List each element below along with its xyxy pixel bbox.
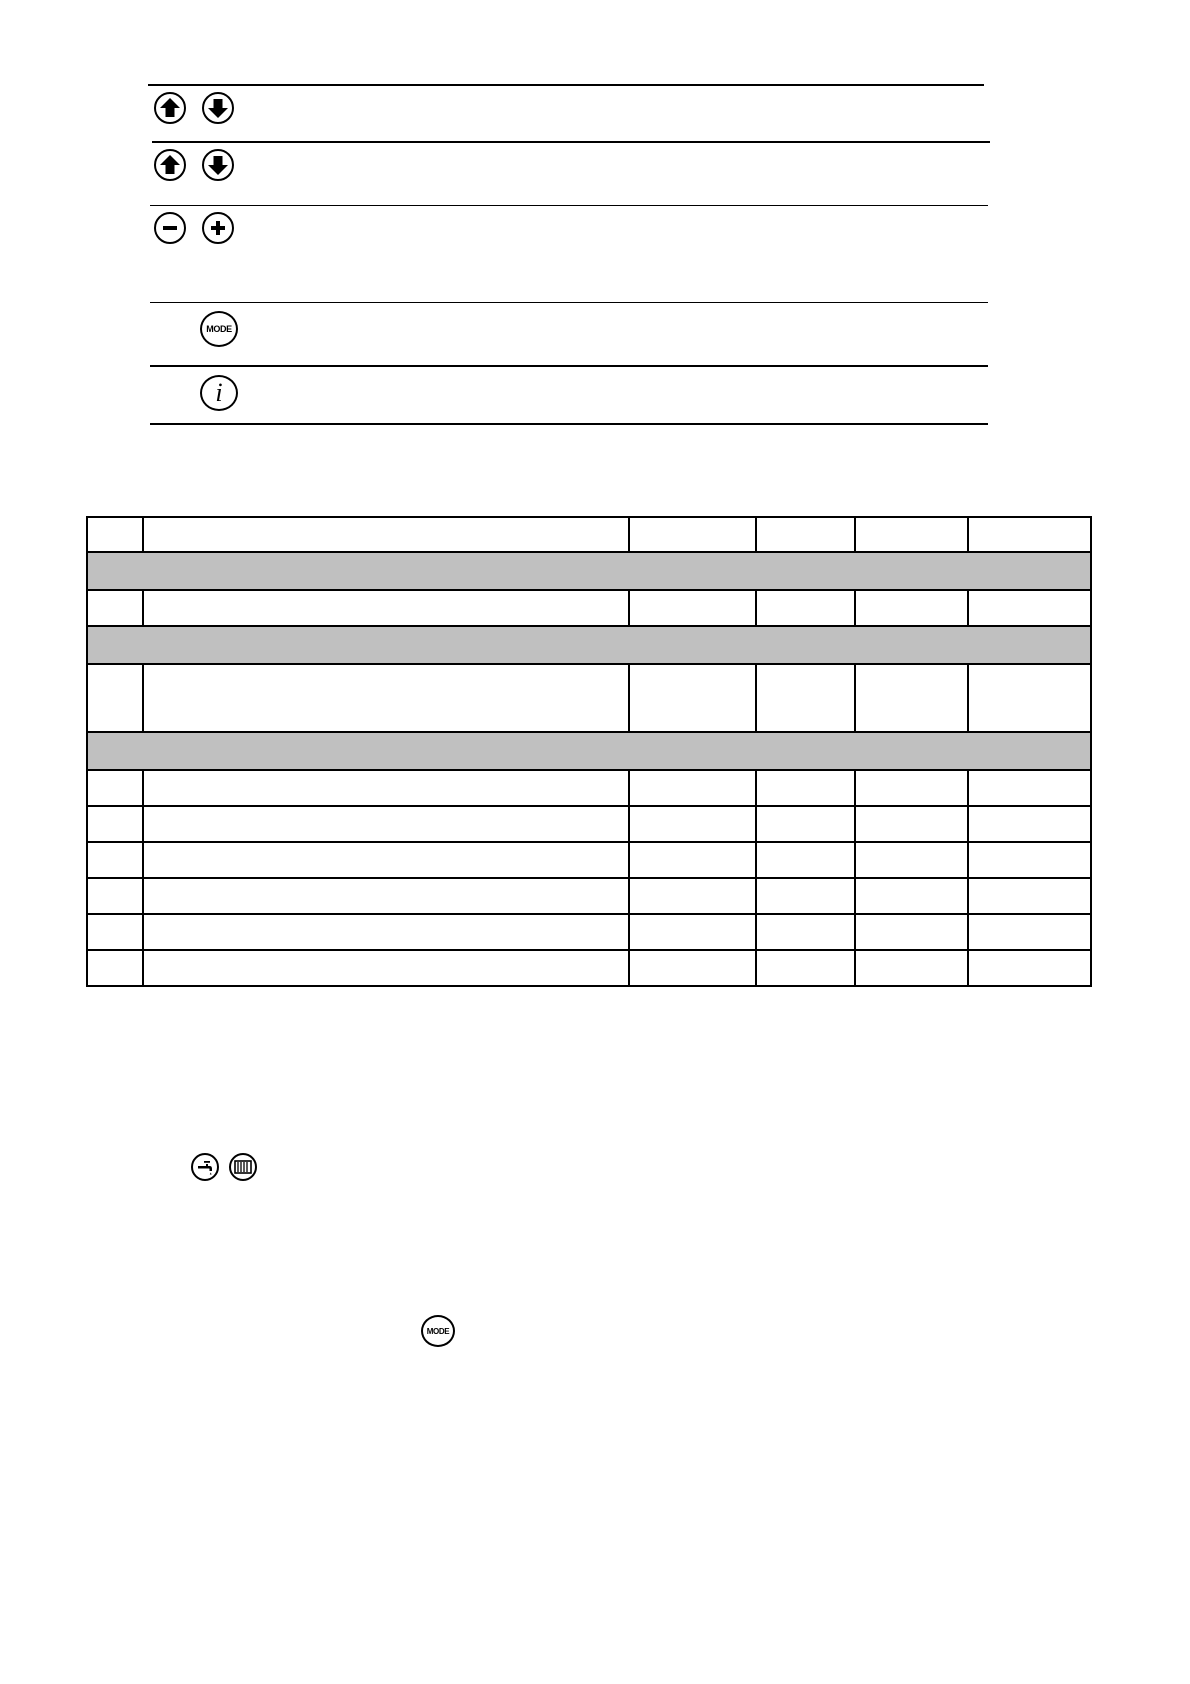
key-row-info: [150, 365, 988, 425]
table-cell: [629, 842, 756, 878]
table-cell: [855, 664, 968, 732]
table-section-row: [87, 626, 1091, 664]
faucet-icon: [191, 1153, 219, 1181]
table-row: [87, 842, 1091, 878]
table-cell: [756, 878, 855, 914]
arrow-up-icon: [154, 92, 186, 124]
table-row: [87, 914, 1091, 950]
arrow-up-icon: [154, 149, 186, 181]
table-cell: [855, 770, 968, 806]
table-row: [87, 878, 1091, 914]
table-cell: [968, 770, 1091, 806]
minus-icon: [154, 212, 186, 244]
table-cell: [968, 914, 1091, 950]
table-cell: [143, 664, 629, 732]
table-section-row: [87, 732, 1091, 770]
plus-icon: [202, 212, 234, 244]
table-cell: [629, 590, 756, 626]
table-cell: [629, 806, 756, 842]
table-header-cell: [87, 517, 143, 552]
table-cell: [756, 806, 855, 842]
table-header-cell: [143, 517, 629, 552]
table-cell: [756, 590, 855, 626]
table-cell: [756, 664, 855, 732]
table-cell: [143, 806, 629, 842]
table-cell: [143, 770, 629, 806]
table-cell: [629, 770, 756, 806]
arrow-down-icon: [202, 92, 234, 124]
key-row-up-down-2: [152, 141, 990, 207]
table-cell: [87, 878, 143, 914]
table-cell: [855, 590, 968, 626]
mode-label: MODE: [206, 324, 232, 334]
table-cell: [855, 878, 968, 914]
table-section-row: [87, 552, 1091, 590]
table-cell: [87, 590, 143, 626]
info-icon: [200, 375, 238, 411]
table-cell: [143, 878, 629, 914]
table-cell: [629, 914, 756, 950]
table-cell: [143, 950, 629, 986]
table-cell: [756, 914, 855, 950]
key-row-mode: [150, 302, 988, 365]
table-cell: [968, 806, 1091, 842]
table-cell: [143, 590, 629, 626]
key-row-minus-plus: [150, 205, 988, 302]
table-cell: [968, 950, 1091, 986]
table-cell: [968, 590, 1091, 626]
table-cell: [87, 806, 143, 842]
table-header-cell: [968, 517, 1091, 552]
arrow-down-icon: [202, 149, 234, 181]
table-cell: [756, 770, 855, 806]
table-cell: [855, 914, 968, 950]
table-cell: [968, 878, 1091, 914]
table-row: [87, 590, 1091, 626]
table-cell: [855, 950, 968, 986]
table-header-cell: [629, 517, 756, 552]
table-cell: [855, 842, 968, 878]
table-header-row: [87, 517, 1091, 552]
table-cell: [629, 878, 756, 914]
table-header-cell: [756, 517, 855, 552]
table-row: [87, 950, 1091, 986]
table-cell: [855, 806, 968, 842]
info-label: i: [215, 378, 223, 407]
table-cell: [87, 770, 143, 806]
mode-icon: [200, 311, 238, 347]
table-row: [87, 664, 1091, 732]
table-cell: [968, 664, 1091, 732]
table-cell: [87, 914, 143, 950]
table-cell: [143, 842, 629, 878]
table-cell: [756, 950, 855, 986]
parameter-table: [86, 516, 1092, 987]
table-row: [87, 770, 1091, 806]
table-cell: [629, 950, 756, 986]
table-cell: [143, 914, 629, 950]
table-cell: [629, 664, 756, 732]
table-cell: [87, 842, 143, 878]
table-header-cell: [855, 517, 968, 552]
key-row-up-down-1: [148, 84, 984, 142]
radiator-icon: [229, 1153, 257, 1181]
table-cell: [756, 842, 855, 878]
mode-icon: [421, 1315, 455, 1347]
mode-label: MODE: [426, 1326, 450, 1336]
table-row: [87, 806, 1091, 842]
table-cell: [87, 664, 143, 732]
table-cell: [87, 950, 143, 986]
table-cell: [968, 842, 1091, 878]
